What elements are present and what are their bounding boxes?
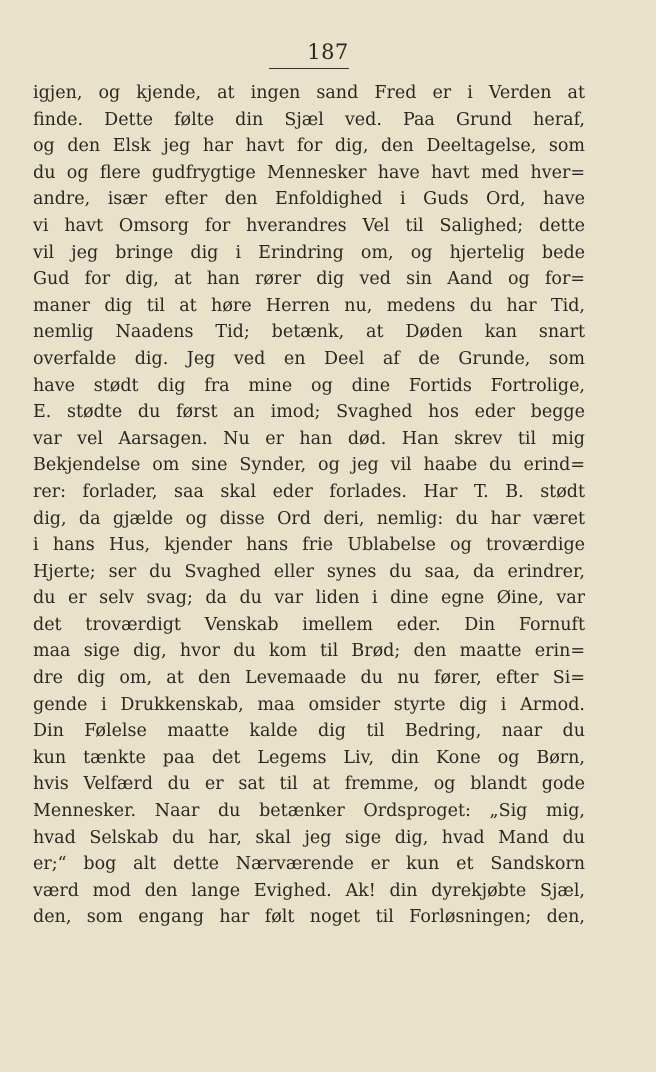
text-line: overfalde dig. Jeg ved en Deel af de Grunde, som	[33, 348, 585, 369]
text-line: gende i Drukkenskab, maa omsider styrte dig i Armod.	[33, 694, 585, 715]
text-line: Hjerte; ser du Svaghed eller synes du saa, da erindrer,	[33, 561, 585, 582]
text-line: kun tænkte paa det Legems Liv, din Kone og Børn,	[33, 747, 585, 768]
text-line: vi havt Omsorg for hverandres Vel til Salighed; dette	[33, 215, 585, 236]
text-line: den, som engang har følt noget til Forløsningen; den,	[33, 907, 585, 928]
text-line: er;“ bog alt dette Nærværende er kun et Sandskorn	[33, 854, 585, 875]
text-line: Din Følelse maatte kalde dig til Bedring, naar du	[33, 721, 585, 742]
page-number-rule	[269, 68, 349, 69]
text-line: Mennesker. Naar du betænker Ordsproget: „Sig mig,	[33, 801, 585, 822]
page-number: 187	[307, 40, 349, 64]
text-line: dig, da gjælde og disse Ord deri, nemlig: du har været	[33, 508, 585, 529]
text-line: værd mod den lange Evighed. Ak! din dyrekjøbte Sjæl,	[33, 880, 585, 901]
text-line: maa sige dig, hvor du kom til Brød; den maatte erin=	[33, 641, 585, 662]
text-line: det troværdigt Venskab imellem eder. Din Fornuft	[33, 614, 585, 635]
text-line: hvis Velfærd du er sat til at fremme, og blandt gode	[33, 774, 585, 795]
text-line: i hans Hus, kjender hans frie Ublabelse og troværdige	[33, 535, 585, 556]
text-line: og den Elsk jeg har havt for dig, den Deeltagelse, som	[33, 136, 585, 157]
text-line: finde. Dette følte din Sjæl ved. Paa Grund heraf,	[33, 109, 585, 130]
text-line: E. stødte du først an imod; Svaghed hos eder begge	[33, 402, 585, 423]
text-line: hvad Selskab du har, skal jeg sige dig, hvad Mand du	[33, 827, 585, 848]
text-line: du er selv svag; da du var liden i dine egne Øine, var	[33, 588, 585, 609]
text-line: Gud for dig, at han rører dig ved sin Aand og for=	[33, 269, 585, 290]
text-line: have stødt dig fra mine og dine Fortids Fortrolige,	[33, 375, 585, 396]
text-line: rer: forlader, saa skal eder forlades. Har T. B. stødt	[33, 481, 585, 502]
text-line: var vel Aarsagen. Nu er han død. Han skrev til mig	[33, 428, 585, 449]
text-line: dre dig om, at den Levemaade du nu fører, efter Si=	[33, 668, 585, 689]
text-line: igjen, og kjende, at ingen sand Fred er i Verden at	[33, 83, 585, 103]
body-text	[33, 80, 585, 931]
text-line: nemlig Naadens Tid; betænk, at Døden kan snart	[33, 322, 585, 343]
text-line: maner dig til at høre Herren nu, medens du har Tid,	[33, 295, 585, 316]
text-line: andre, især efter den Enfoldighed i Guds Ord, have	[33, 189, 585, 210]
text-line: Bekjendelse om sine Synder, og jeg vil haabe du erind=	[33, 455, 585, 476]
text-line: vil jeg bringe dig i Erindring om, og hjertelig bede	[33, 242, 585, 263]
text-line: du og flere gudfrygtige Mennesker have havt med hver=	[33, 162, 585, 183]
